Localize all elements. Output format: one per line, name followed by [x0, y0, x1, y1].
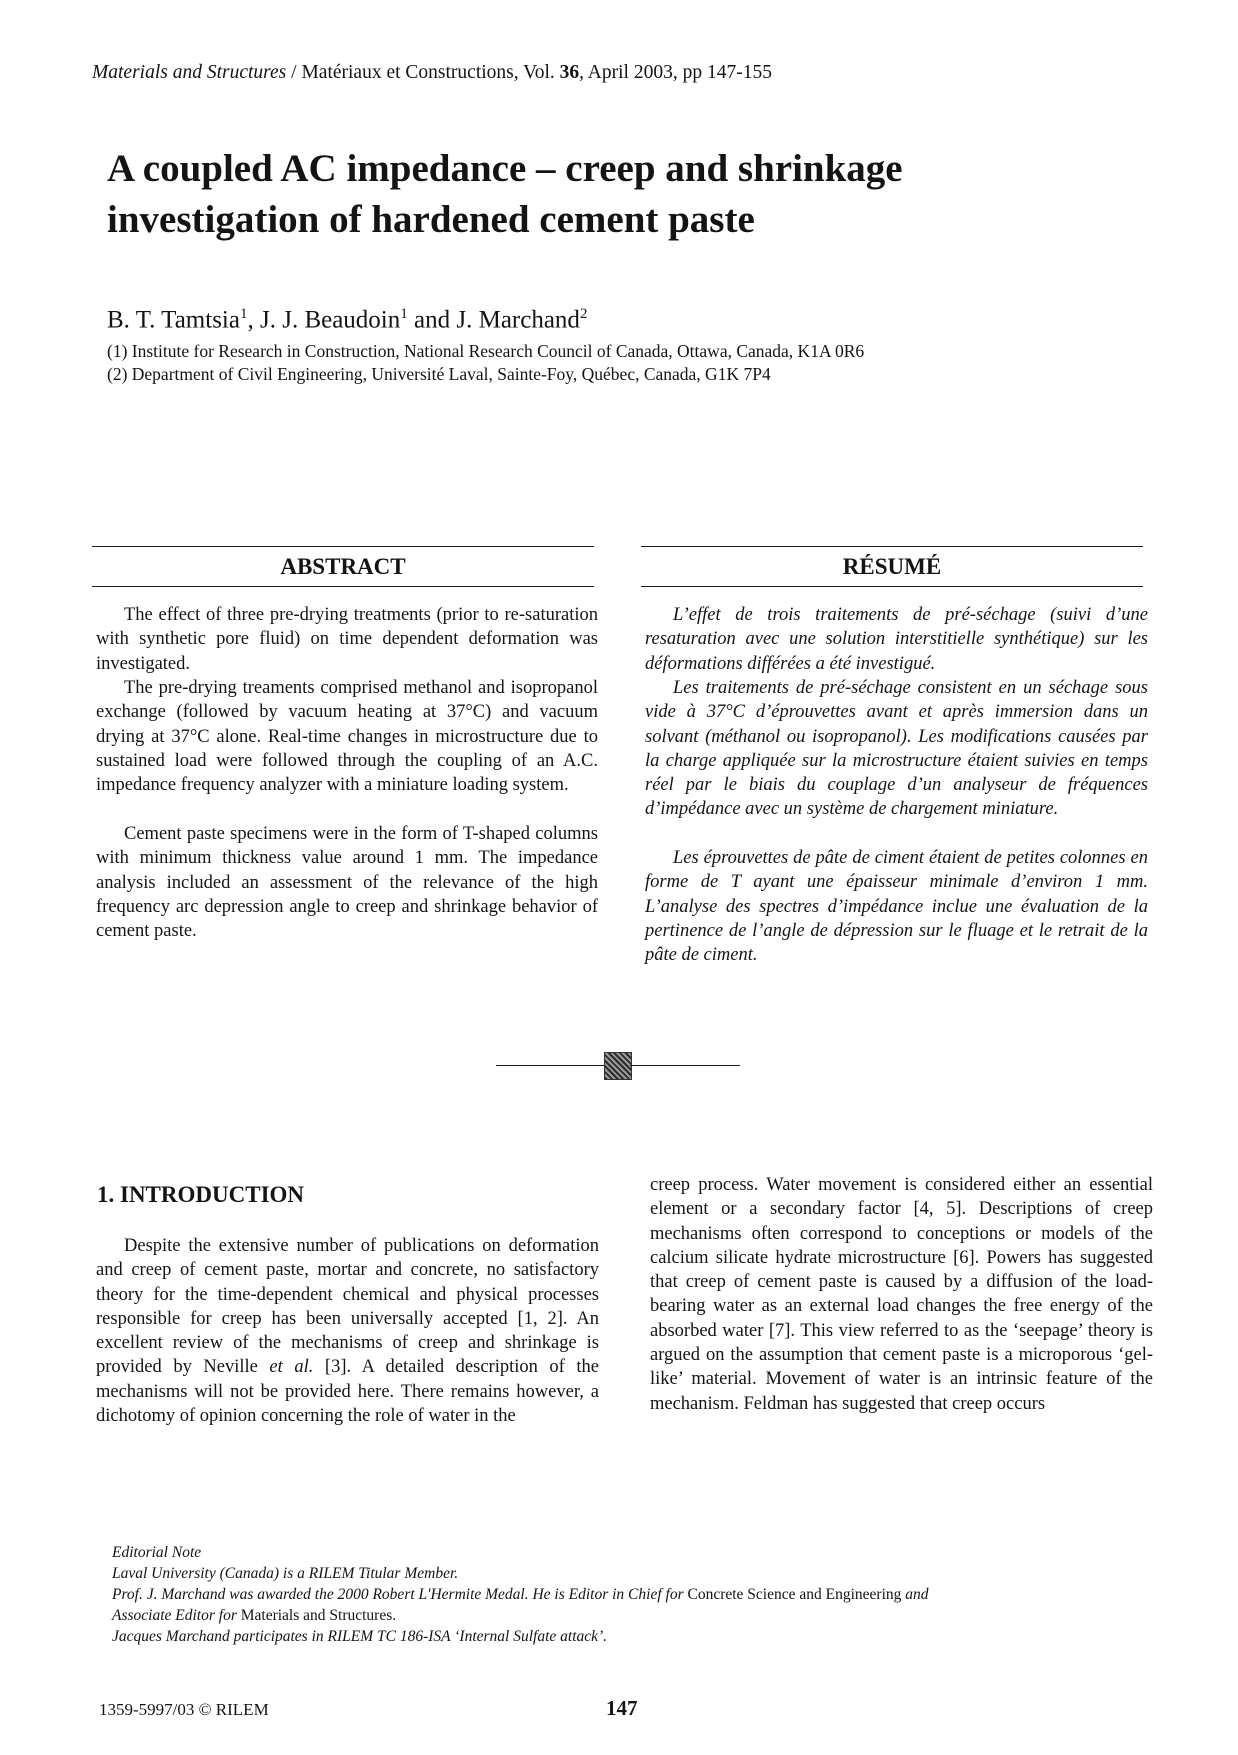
journal-name: Materials and Structures: [92, 62, 287, 83]
journal-subtitle: / Matériaux et Constructions, Vol.: [286, 62, 560, 83]
editorial-note-title: Editorial Note: [112, 1544, 202, 1561]
separator-line-right: [630, 1065, 740, 1066]
abstract-paragraph-2: The pre-drying treaments comprised methanol and isopropanol exchange (followed by vacuum heating at 37°C) and vacuum drying at 37°C alone. Real-time changes in microstructure due to sustained load were followed through the coupling of an A.C. impedance frequency analyzer with a miniature loading system.: [96, 678, 598, 796]
editorial-note-journal-2: Materials and Structures.: [240, 1607, 397, 1624]
editorial-note-line-3: [112, 1605, 1160, 1626]
author-list: [107, 306, 587, 334]
author-beaudoin-affil-mark: 1: [400, 306, 408, 322]
resume-heading: RÉSUMÉ: [842, 554, 942, 579]
separator-line-left: [496, 1065, 604, 1066]
resume-paragraph-3: Les éprouvettes de pâte de ciment étaient de petites colonnes en forme de T ayant une épaisseur minimale d’environ 1 mm. L’analyse des spectres d’impédance inclue une évaluation de la pertinence de l’angle de dépression sur le fluage et le retrait de la pâte de ciment.: [645, 848, 1148, 966]
editorial-note-line-2a: Prof. J. Marchand was awarded the 2000 Robert L'Hermite Medal. He is Editor in Chief for: [112, 1586, 688, 1603]
author-tamtsia-affil-mark: 1: [239, 306, 248, 322]
editorial-note: [112, 1542, 1160, 1647]
resume-paragraph-1: L’effet de trois traitements de pré-séchage (suivi d’une resaturation avec une solution interstitielle synthétique) sur les déformations différées a été investigué.: [645, 605, 1148, 674]
paper-title: [107, 143, 1047, 245]
author-marchand-affil-mark: 2: [579, 306, 588, 322]
paper-title-line-2: investigation of hardened cement paste: [107, 198, 755, 241]
abstract-rule-top: [92, 546, 594, 547]
footer-issn: 1359-5997/03 © RILEM: [99, 1700, 269, 1719]
abstract-paragraph-3: Cement paste specimens were in the form of T-shaped columns with minimum thickness value around 1 mm. The impedance analysis included an assessment of the relevance of the high frequency arc depression angle to creep and shrinkage behavior of cement paste.: [96, 824, 598, 942]
affiliation-2: (2) Department of Civil Engineering, Université Laval, Sainte-Foy, Québec, Canada, G1K 7P4: [107, 364, 771, 384]
intro-left-etal: et al.: [269, 1357, 314, 1378]
editorial-note-line-2c: and: [901, 1586, 929, 1603]
intro-left-text-b: [3]. A detailed description of the mechanisms will not be provided here. There remains however, a dichotomy of opinion concerning the role of water in the: [96, 1357, 599, 1427]
affiliation-1: (1) Institute for Research in Construction, National Research Council of Canada, Ottawa, Canada, K1A 0R6: [107, 341, 865, 361]
page-number: 147: [606, 1696, 638, 1720]
abstract-paragraph-1: The effect of three pre-drying treatments (prior to re-saturation with synthetic pore fluid) on time dependent deformation was investigated.: [96, 605, 598, 674]
author-beaudoin: , J. J. Beaudoin: [247, 306, 401, 334]
resume-rule-top: [641, 546, 1143, 547]
separator-ornament: [604, 1052, 632, 1080]
intro-left-text-a: Despite the extensive number of publications on deformation and creep of cement paste, mortar and concrete, no satisfactory theory for the time-dependent chemical and physical processes responsible for creep has been universally accepted [1, 2]. An excellent review of the mechanisms of creep and shrinkage is provided by Neville: [96, 1236, 599, 1378]
section-heading-introduction: 1. INTRODUCTION: [97, 1182, 305, 1207]
editorial-note-line-4: Jacques Marchand participates in RILEM TC 186-ISA ‘Internal Sulfate attack’.: [112, 1628, 608, 1645]
intro-paragraph-right: creep process. Water movement is considered either an essential element or a secondary factor [4, 5]. Descriptions of creep mechanisms often correspond to conceptions or models of the calcium silicate hydrate microstructure [6]. Powers has suggested that creep of cement paste is caused by a diffusion of the load-bearing water as an external load changes the free energy of the absorbed water [7]. This view referred to as the ‘seepage’ theory is argued on the assumption that cement paste is a microporous ‘gel-like’ material. Movement of water is an intrinsic feature of the mechanism. Feldman has suggested that creep occurs: [650, 1175, 1153, 1414]
editorial-note-journal-1: Concrete Science and Engineering: [687, 1586, 902, 1603]
journal-volume: 36: [559, 62, 580, 83]
editorial-note-line-3a: Associate Editor for: [112, 1607, 241, 1624]
editorial-note-line-1: Laval University (Canada) is a RILEM Titular Member.: [112, 1565, 459, 1582]
abstract-heading: ABSTRACT: [280, 554, 406, 579]
intro-paragraph-left: [96, 1234, 599, 1428]
resume-paragraph-2: Les traitements de pré-séchage consistent en un séchage sous vide à 37°C d’éprouvettes avant et après immersion dans un solvant (méthanol ou isopropanol). Les modifications causées par la charge appliquée sur la microstructure étaient suivies en temps réel par le biais du couplage d’un analyseur de fréquences d’impédance avec un système de chargement miniature.: [645, 678, 1148, 820]
abstract-rule-bottom: [92, 586, 594, 587]
resume-rule-bottom: [641, 586, 1143, 587]
journal-date-pages: , April 2003, pp 147-155: [579, 62, 772, 83]
paper-title-line-1: A coupled AC impedance – creep and shrinkage: [107, 147, 903, 190]
author-tamtsia: B. T. Tamtsia: [107, 306, 240, 334]
author-marchand: and J. Marchand: [407, 306, 580, 334]
editorial-note-line-2: [112, 1584, 1160, 1605]
journal-citation: [92, 62, 772, 84]
